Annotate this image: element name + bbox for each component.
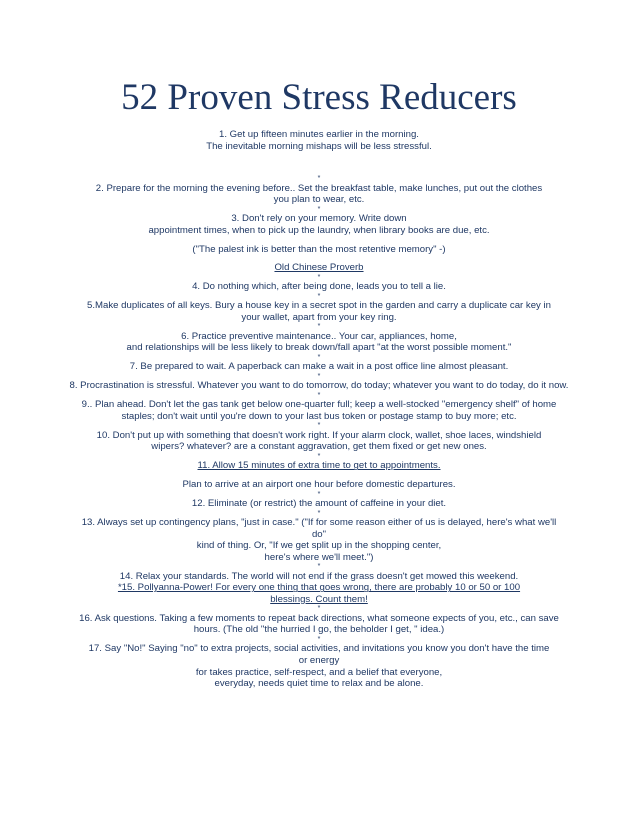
item-3-quote: ("The palest ink is better than the most retentive memory" -)	[192, 243, 446, 255]
separator-star: *	[317, 605, 321, 613]
separator-star: *	[317, 372, 321, 380]
item-13-line-1: 13. Always set up contingency plans, "just in case." ("If for some reason either of us is delayed, here's what we'll do"	[81, 516, 557, 540]
item-3-line-2: appointment times, when to pick up the laundry, when library books are due, etc.	[148, 224, 490, 236]
item-17-line-2: for takes practice, self-respect, and a belief that everyone,	[195, 666, 443, 678]
document-body	[0, 129, 638, 690]
item-6-line-2: and relationships will be less likely to break down/fall apart "at the worst possible moment."	[126, 342, 512, 354]
separator-star: *	[317, 205, 321, 213]
item-3-attribution: Old Chinese Proverb	[274, 262, 364, 274]
item-3-line-1: 3. Don't rely on your memory. Write down	[231, 213, 407, 225]
item-17-line-1: 17. Say "No!" Saying "no" to extra projects, social activities, and invitations you know you don't have the time or energy	[88, 643, 550, 667]
item-9: 9.. Plan ahead. Don't let the gas tank get below one-quarter full; keep a well-stocked "emergency shelf" of home staples; don't wait until you're down to your last bus token or postage stamp to buy more; etc.	[81, 399, 557, 422]
separator-star: *	[317, 175, 321, 183]
item-1-line-2: The inevitable morning mishaps will be less stressful.	[206, 140, 432, 152]
separator-star: *	[317, 563, 321, 571]
item-5: 5.Make duplicates of all keys. Bury a house key in a secret spot in the garden and carry a duplicate car key in your wallet, apart from your key ring.	[87, 300, 551, 323]
item-6-line-1: 6. Practice preventive maintenance.. Your car, appliances, home,	[181, 330, 457, 342]
page-title: 52 Proven Stress Reducers	[121, 77, 517, 118]
item-8: 8. Procrastination is stressful. Whatever you want to do tomorrow, do today; whatever you want to do today, do it now.	[69, 380, 569, 392]
item-14: 14. Relax your standards. The world will not end if the grass doesn't get mowed this weekend.	[119, 570, 519, 582]
separator-star: *	[317, 273, 321, 281]
separator-star: *	[317, 509, 321, 517]
item-13-line-3: here's where we'll meet.")	[264, 551, 374, 563]
item-16: 16. Ask questions. Taking a few moments to repeat back directions, what someone expects of you, etc., can save hours. (The old "the hurried I go, the beholder I get, " idea.)	[79, 612, 559, 636]
separator-star: *	[317, 292, 321, 300]
item-11-line-2: Plan to arrive at an airport one hour before domestic departures.	[182, 478, 456, 490]
item-15: *15. Pollyanna-Power! For every one thing that goes wrong, there are probably 10 or 50 or 100 blessings. Count them!	[117, 582, 521, 605]
separator-star: *	[317, 391, 321, 399]
separator-star: *	[317, 353, 321, 361]
item-13-line-2: kind of thing. Or, "If we get split up in the shopping center,	[196, 540, 442, 552]
item-10: 10. Don't put up with something that doesn't work right. If your alarm clock, wallet, shoe laces, windshield wipers? whatever? are a constant aggravation, get them fixed or get new ones.	[96, 429, 542, 453]
item-4: 4. Do nothing which, after being done, leads you to tell a lie.	[192, 281, 446, 293]
separator-star: *	[317, 636, 321, 644]
item-11-line-1: 11. Allow 15 minutes of extra time to get to appointments.	[197, 460, 441, 472]
item-7: 7. Be prepared to wait. A paperback can make a wait in a post office line almost pleasant.	[129, 361, 509, 373]
item-1-line-1: 1. Get up fifteen minutes earlier in the morning.	[219, 129, 419, 140]
item-17-line-3: everyday, needs quiet time to relax and be alone.	[214, 678, 424, 690]
separator-star: *	[317, 490, 321, 498]
separator-star: *	[317, 452, 321, 460]
item-2: 2. Prepare for the morning the evening before.. Set the breakfast table, make lunches, put out the clothes you plan to wear, etc.	[95, 182, 543, 206]
item-12: 12. Eliminate (or restrict) the amount of caffeine in your diet.	[191, 497, 447, 509]
separator-star: *	[317, 422, 321, 430]
separator-star: *	[317, 323, 321, 331]
